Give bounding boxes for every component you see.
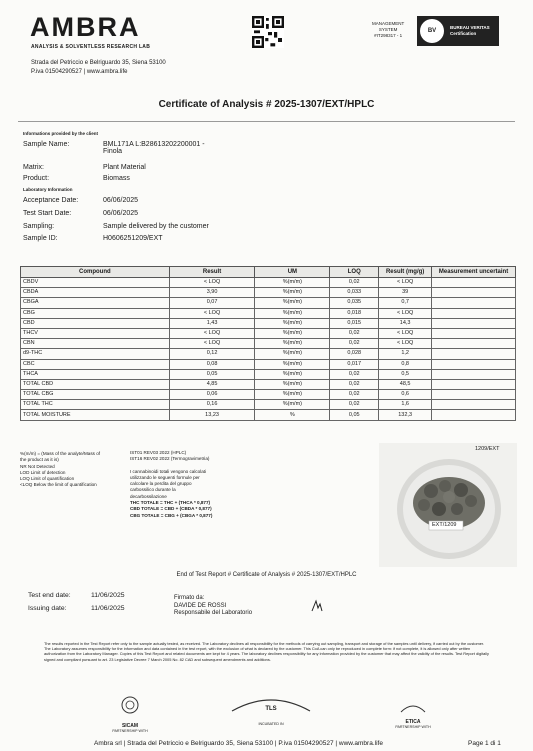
acceptance-label: Acceptance Date:: [23, 197, 79, 204]
matrix-row: [23, 164, 146, 171]
table-cell: [432, 339, 516, 349]
table-cell: [432, 278, 516, 288]
signer-role: Responsabile del Laboratorio: [174, 610, 253, 616]
bv-line-2: Certification: [450, 31, 477, 36]
compound-cell: CBC: [21, 359, 170, 369]
compound-cell: TOTAL THC: [21, 400, 170, 410]
table-cell: 0,02: [330, 328, 379, 338]
start-date-label: Test Start Date:: [23, 210, 72, 217]
partner-tls: [228, 695, 314, 726]
table-row: [21, 318, 516, 328]
table-row: [21, 359, 516, 369]
bureau-veritas-badge: [417, 16, 499, 46]
sample-id-label: Sample ID:: [23, 235, 58, 242]
results-table: [20, 266, 516, 421]
table-cell: 0,02: [330, 379, 379, 389]
table-cell: %(m/m): [255, 369, 330, 379]
table-cell: %(m/m): [255, 278, 330, 288]
table-cell: 14,3: [379, 318, 432, 328]
table-cell: 39: [379, 288, 432, 298]
table-cell: 0,017: [330, 359, 379, 369]
method-line: IST16 REV02 2022 (Termogravimetria): [130, 456, 210, 462]
table-cell: [432, 369, 516, 379]
page-title: Certificate of Analysis # 2025-1307/EXT/HPLC: [158, 99, 375, 110]
methods-notes: [130, 450, 212, 519]
product-value: Biomass: [103, 175, 130, 182]
table-cell: 0,035: [330, 298, 379, 308]
sampling-row: [23, 223, 209, 230]
compound-cell: THCA: [21, 369, 170, 379]
table-cell: 0,033: [330, 288, 379, 298]
table-row: [21, 288, 516, 298]
table-row: [21, 278, 516, 288]
table-cell: %(m/m): [255, 379, 330, 389]
signed-by-label: Firmato da:: [174, 595, 205, 601]
compound-cell: CBDA: [21, 288, 170, 298]
table-cell: 1,2: [379, 349, 432, 359]
column-header: LOQ: [330, 267, 379, 278]
table-cell: %(m/m): [255, 288, 330, 298]
method-line: CBG TOTALE = CBG + (CBGA * 0,877): [130, 512, 213, 518]
bv-text: [450, 25, 490, 37]
table-cell: 0,02: [330, 339, 379, 349]
mgmt-line-1: MANAGEMENT: [372, 21, 405, 26]
compound-cell: TOTAL CBG: [21, 390, 170, 400]
column-header: Result: [169, 267, 255, 278]
note-line: NR Not Detected: [20, 463, 55, 469]
sample-jar-image: [379, 443, 517, 567]
method-line: CBD TOTALE = CBD + (CBDA * 0,877): [130, 506, 212, 512]
mgmt-line-2: SYSTEM: [378, 27, 398, 32]
table-cell: < LOQ: [379, 328, 432, 338]
sample-id-value: H0606251209/EXT: [103, 235, 163, 242]
table-cell: < LOQ: [169, 278, 255, 288]
sample-name-line-2: Finola: [103, 148, 123, 155]
table-cell: [432, 390, 516, 400]
table-cell: %(m/m): [255, 359, 330, 369]
compound-cell: CBG: [21, 308, 170, 318]
note-line: LOD Limit of detection: [20, 469, 66, 475]
signer-name: DAVIDE DE ROSSI: [174, 602, 227, 609]
table-cell: 0,8: [379, 359, 432, 369]
matrix-value: Plant Material: [103, 164, 146, 171]
note-line: LOQ Limit of quantification: [20, 476, 75, 482]
table-cell: 0,7: [379, 298, 432, 308]
table-cell: [432, 400, 516, 410]
table-cell: %(m/m): [255, 328, 330, 338]
partner-sicam: [110, 696, 150, 733]
column-header: Measurement uncertaint: [432, 267, 516, 278]
table-cell: [432, 318, 516, 328]
column-header: Result (mg/g): [379, 267, 432, 278]
partner-label: PARTNERSHIP WITH: [112, 729, 148, 733]
compound-cell: TOTAL CBD: [21, 379, 170, 389]
compound-cell: CBGA: [21, 298, 170, 308]
table-row: [21, 308, 516, 318]
product-label: Product:: [23, 175, 50, 182]
client-info-heading: Informations provided by the client: [23, 131, 99, 136]
acceptance-value: 06/06/2025: [103, 197, 139, 204]
compound-cell: d9-THC: [21, 349, 170, 359]
legal-disclaimer: The results reported in the Test Report refer only to the sample actually tested, as received. The Laboratory declines all responsibility for the methods of carrying out sampling, transport and storage of the samples until delivery, if carried out by the customer. The Laboratory assumes responsibility for the information and data contained in the test report, with the exclusion of what is declared by the customer. This CoA can only be reproduced in complete form: if not complete, it is allowed only after written authorization from the Laboratory Manager. Copies of this Test Report and related documents are kept for 4 years. The laboratory declines responsibility for any information provided by the customer that may affect the validity of the results. Test Report digitally signed and compliant pursuant to art. 23 Legislative Decree 7 March 2005 No. 82 CAD and subsequent amendments and additions.: [44, 641, 489, 662]
table-row: [21, 339, 516, 349]
method-line: IST01 REV03 2022 (HPLC): [130, 450, 187, 455]
company-address: [31, 59, 166, 77]
table-cell: < LOQ: [169, 339, 255, 349]
table-row: [21, 298, 516, 308]
table-cell: 0,07: [169, 298, 255, 308]
matrix-label: Matrix:: [23, 164, 44, 171]
divider: [18, 121, 515, 122]
table-cell: 0,12: [169, 349, 255, 359]
table-cell: 0,08: [169, 359, 255, 369]
start-date-value: 06/06/2025: [103, 210, 139, 217]
note-line: <LOQ Below the limit of quantification: [20, 482, 97, 488]
partner-etica: [393, 700, 433, 729]
sample-photo: [379, 443, 517, 567]
table-cell: 0,6: [379, 390, 432, 400]
table-cell: 0,16: [169, 400, 255, 410]
table-cell: < LOQ: [379, 308, 432, 318]
table-row: [21, 369, 516, 379]
table-cell: 0,015: [330, 318, 379, 328]
test-end-value: 11/06/2025: [91, 592, 125, 599]
address-line: Strada del Petriccio e Belriguardo 35, Siena 53100: [31, 60, 166, 66]
table-header-row: [21, 267, 516, 278]
table-cell: 13,23: [169, 410, 255, 420]
company-logo: AMBRA: [30, 12, 141, 42]
table-cell: 0,5: [379, 369, 432, 379]
lab-info-heading: Laboratory Information: [23, 187, 73, 192]
table-cell: [432, 359, 516, 369]
issuing-value: 11/06/2025: [91, 605, 125, 612]
table-cell: 0,02: [330, 278, 379, 288]
signature-block: [174, 595, 252, 618]
table-cell: 0,02: [330, 390, 379, 400]
sampling-value: Sample delivered by the customer: [103, 223, 209, 230]
table-cell: %(m/m): [255, 308, 330, 318]
table-cell: %(m/m): [255, 339, 330, 349]
table-cell: %(m/m): [255, 390, 330, 400]
table-cell: %: [255, 410, 330, 420]
table-cell: 0,02: [330, 369, 379, 379]
table-cell: 3,90: [169, 288, 255, 298]
sample-name-row: [23, 141, 205, 155]
table-cell: 1,43: [169, 318, 255, 328]
table-cell: [432, 288, 516, 298]
table-row: [21, 400, 516, 410]
issuing-label: Issuing date:: [28, 605, 67, 612]
sample-name-line-1: BML171A L:B28613202200001 -: [103, 141, 205, 148]
partner-name: SICAM: [121, 723, 139, 729]
note-line: the product as it is): [20, 457, 59, 463]
partner-name: TLS: [265, 706, 277, 712]
table-cell: %(m/m): [255, 400, 330, 410]
method-line: I cannabinoidi totali vengono calcolati: [130, 468, 207, 474]
table-row: [21, 349, 516, 359]
company-tagline: ANALYSIS & SOLVENTLESS RESEARCH LAB: [31, 44, 151, 50]
column-header: UM: [255, 267, 330, 278]
column-header: Compound: [21, 267, 170, 278]
sample-name-value: [103, 141, 205, 155]
sampling-label: Sampling:: [23, 223, 55, 230]
acceptance-row: [23, 197, 138, 204]
vat-line: P.iva 01504290527 | www.ambra.life: [31, 69, 128, 75]
method-line: calcolare la perdita del gruppo: [130, 481, 192, 487]
table-cell: < LOQ: [379, 339, 432, 349]
table-cell: 1,6: [379, 400, 432, 410]
product-row: [23, 175, 130, 182]
compound-cell: THCV: [21, 328, 170, 338]
compound-cell: CBN: [21, 339, 170, 349]
table-row: [21, 379, 516, 389]
method-line: decarbossilazione: [130, 493, 167, 499]
sample-id-row: [23, 235, 163, 242]
page-number: Page 1 di 1: [468, 740, 501, 747]
start-date-row: [23, 210, 138, 217]
table-cell: < LOQ: [169, 308, 255, 318]
table-row: [21, 328, 516, 338]
table-cell: %(m/m): [255, 318, 330, 328]
footer-address: Ambra srl | Strada del Petriccio e Belriguardo 35, Siena 53100 | P.iva 01504290527 | www.ambra.life: [94, 740, 383, 747]
table-cell: 0,018: [330, 308, 379, 318]
test-end-row: [28, 592, 125, 599]
table-cell: 0,05: [169, 369, 255, 379]
table-cell: [432, 328, 516, 338]
note-line: %(m/m) = (Mass of the analyte/Mass of: [20, 451, 101, 456]
table-cell: 0,02: [330, 400, 379, 410]
table-cell: 4,85: [169, 379, 255, 389]
table-cell: [432, 349, 516, 359]
compound-cell: CBDV: [21, 278, 170, 288]
table-cell: 0,028: [330, 349, 379, 359]
partner-label: PARTNERSHIP WITH: [395, 725, 431, 729]
method-line: THC TOTALE = THC + (THCA * 0,877): [130, 500, 211, 506]
mgmt-line-3: #IT298317 - 1: [374, 33, 403, 38]
sicam-logo-icon: [110, 696, 150, 718]
table-cell: 48,5: [379, 379, 432, 389]
table-cell: [432, 308, 516, 318]
compound-cell: CBD: [21, 318, 170, 328]
table-row: [21, 410, 516, 420]
bv-line-1: BUREAU VERITAS: [450, 25, 490, 30]
end-of-report-line: End of Test Report # Certificate of Analysis # 2025-1307/EXT/HPLC: [176, 572, 357, 578]
table-row: [21, 390, 516, 400]
table-cell: 0,06: [169, 390, 255, 400]
sample-name-label: Sample Name:: [23, 141, 70, 148]
bv-seal-icon: BV: [420, 19, 444, 43]
jar-label: EXT/1209: [432, 522, 457, 528]
table-cell: %(m/m): [255, 349, 330, 359]
test-end-label: Test end date:: [28, 592, 71, 599]
method-line: carbossilico durante la: [130, 487, 176, 493]
handwritten-signature: [310, 599, 324, 613]
etica-logo-icon: [393, 700, 433, 714]
table-cell: 132,3: [379, 410, 432, 420]
partner-name: ETICA: [405, 719, 421, 725]
qr-code-icon: [252, 16, 284, 48]
table-cell: < LOQ: [169, 328, 255, 338]
compound-cell: TOTAL MOISTURE: [21, 410, 170, 420]
table-cell: [432, 410, 516, 420]
table-cell: [432, 298, 516, 308]
table-cell: [432, 379, 516, 389]
issuing-row: [28, 605, 125, 612]
table-cell: 0,05: [330, 410, 379, 420]
partner-label: INCUBATED IN: [258, 722, 284, 726]
abbreviation-notes: [20, 451, 100, 489]
table-cell: %(m/m): [255, 298, 330, 308]
table-cell: < LOQ: [379, 278, 432, 288]
method-line: utilizzando le seguenti formule per: [130, 474, 200, 480]
photo-label: 1209/EXT: [475, 446, 500, 452]
management-system-label: [372, 21, 404, 39]
